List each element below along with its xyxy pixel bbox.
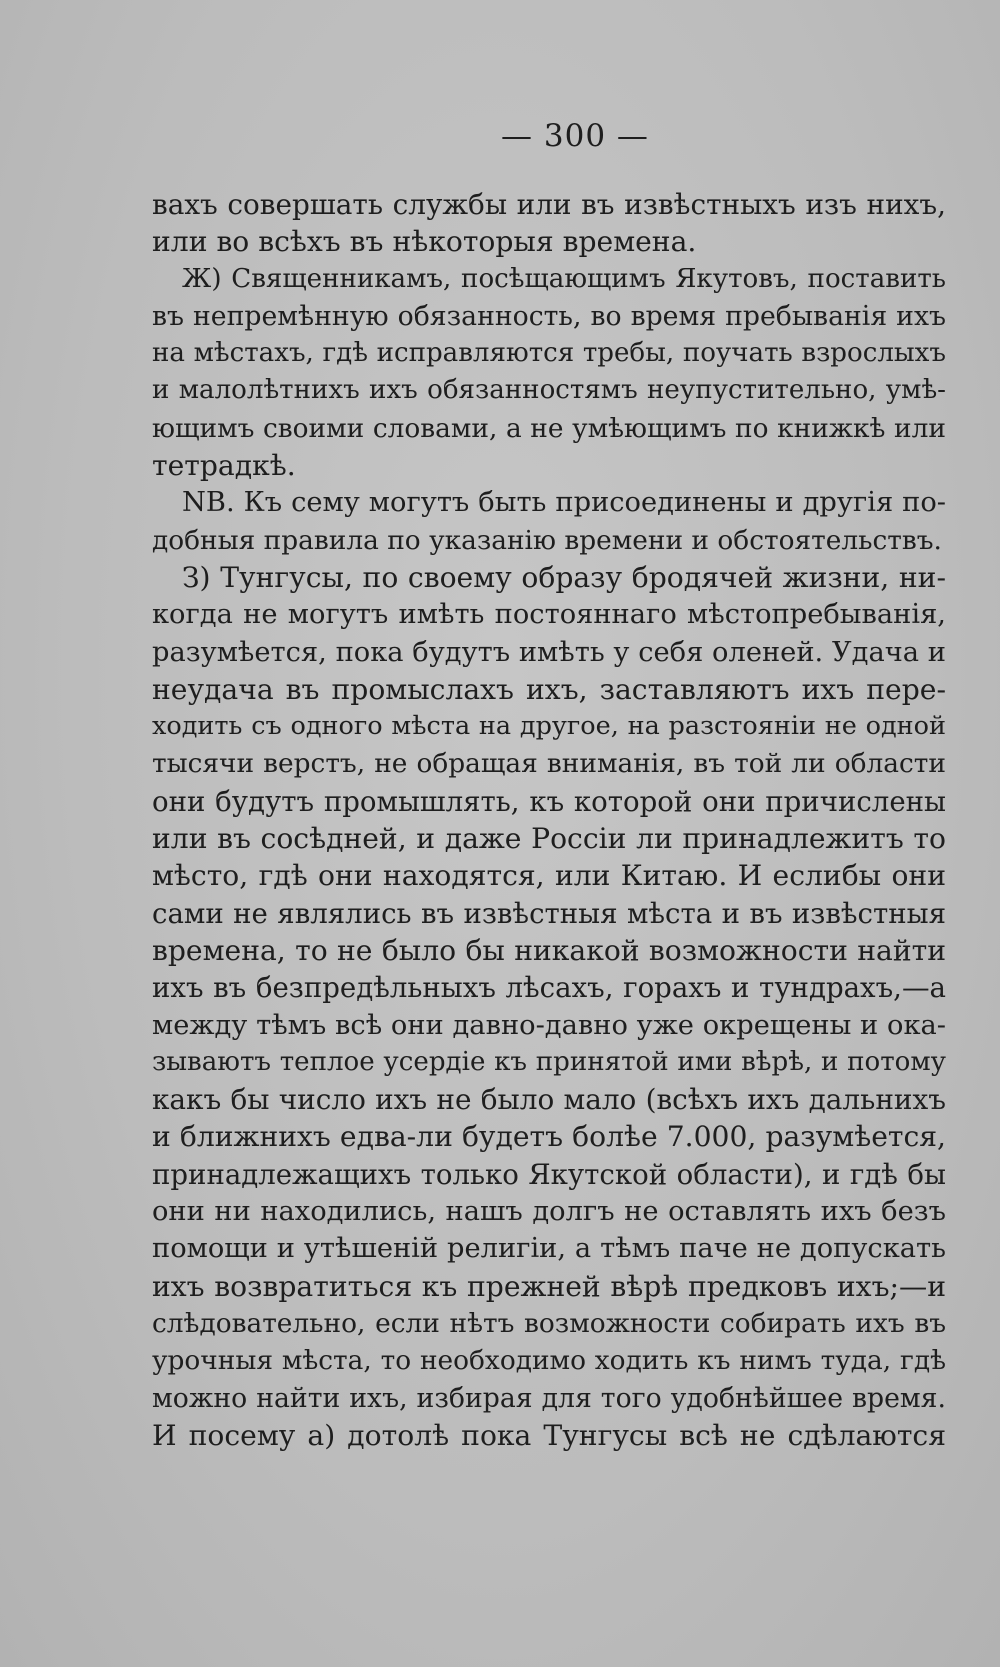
text-line: времена, то не было бы никакой возможности найти: [152, 933, 946, 967]
text-line: разумѣется, пока будутъ имѣть у себя оленей. Удача и: [152, 636, 946, 668]
text-line: ющимъ своими словами, а не умѣющимъ по книжкѣ или: [152, 412, 946, 444]
text-line: мѣсто, гдѣ они находятся, или Китаю. И еслибы они: [152, 859, 946, 893]
page-number: — 300 —: [501, 118, 649, 154]
body-text: [152, 186, 946, 1454]
text-line: и ближнихъ едва-ли будетъ болѣе 7.000, разумѣется,: [152, 1120, 946, 1154]
text-line: зываютъ теплое усердіе къ принятой ими вѣрѣ, и потому: [152, 1046, 946, 1077]
text-line: и малолѣтнихъ ихъ обязанностямъ неупустительно, умѣ-: [152, 375, 946, 406]
text-line: слѣдовательно, если нѣтъ возможности собирать ихъ въ: [152, 1307, 946, 1339]
text-line: сами не являлись въ извѣстныя мѣста и въ извѣстныя: [152, 896, 946, 930]
text-line: между тѣмъ всѣ они давно-давно уже окрещены и ока-: [152, 1009, 946, 1041]
text-line: урочныя мѣста, то необходимо ходить къ нимъ туда, гдѣ: [152, 1345, 946, 1377]
text-line: тетрадкѣ.: [152, 449, 296, 483]
text-line: или въ сосѣдней, и даже Россіи ли принадлежитъ то: [152, 822, 946, 856]
text-line: неудача въ промыслахъ ихъ, заставляютъ ихъ пере-: [152, 672, 946, 706]
text-line: на мѣстахъ, гдѣ исправляются требы, поучать взрослыхъ: [152, 338, 946, 369]
text-line: принадлежащихъ только Якутской области), и гдѣ бы: [152, 1157, 946, 1191]
text-line: или во всѣхъ въ нѣкоторыя времена.: [152, 225, 697, 259]
text-line: помощи и утѣшеній религіи, а тѣмъ паче не допускать: [152, 1233, 946, 1265]
text-line: какъ бы число ихъ не было мало (всѣхъ ихъ дальнихъ: [152, 1083, 946, 1117]
text-line: они ни находились, нашъ долгъ не оставлять ихъ безъ: [152, 1196, 946, 1228]
text-line: И посему а) дотолѣ пока Тунгусы всѣ не сдѣлаются: [152, 1418, 946, 1452]
text-line: вахъ совершать службы или въ извѣстныхъ изъ нихъ,: [152, 188, 946, 221]
text-line: можно найти ихъ, избирая для того удобнѣйшее время.: [152, 1382, 946, 1414]
text-line: NB. Къ сему могутъ быть присоединены и другія по-: [182, 487, 946, 519]
text-line: въ непремѣнную обязанность, во время пребыванія ихъ: [152, 300, 946, 332]
text-line: они будутъ промышлять, къ которой они причислены: [152, 784, 946, 818]
text-line: З) Тунгусы, по своему образу бродячей жизни, ни-: [182, 560, 946, 594]
text-line: тысячи верстъ, не обращая вниманія, въ той ли области: [152, 748, 946, 780]
text-line: когда не могутъ имѣть постояннаго мѣстопребыванія,: [152, 599, 946, 631]
text-line: ихъ въ безпредѣльныхъ лѣсахъ, горахъ и тундрахъ,—а: [152, 971, 946, 1005]
text-line: ходить съ одного мѣста на другое, на разстояніи не одной: [152, 711, 946, 742]
text-line: добныя правила по указанію времени и обстоятельствъ.: [152, 524, 942, 556]
text-line: ихъ возвратиться къ прежней вѣрѣ предковъ ихъ;—и: [152, 1269, 946, 1303]
text-line: Ж) Священникамъ, посѣщающимъ Якутовъ, поставить: [182, 263, 946, 294]
